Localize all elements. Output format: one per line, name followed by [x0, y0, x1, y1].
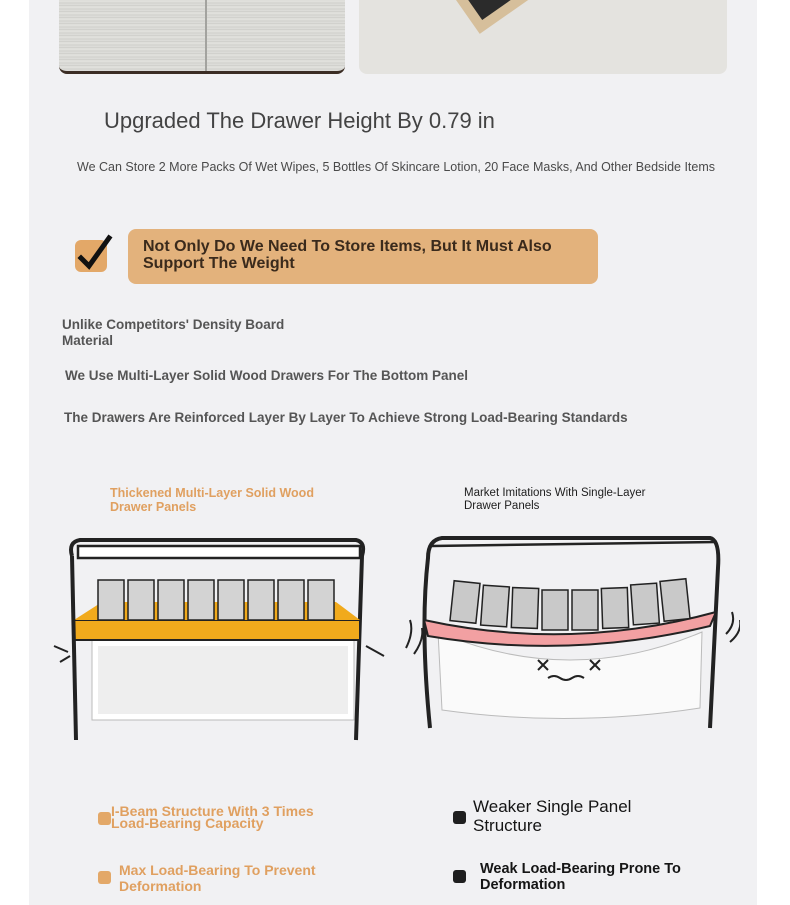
theirs-label: Market Imitations With Single-Layer Drawer Panels — [464, 487, 646, 512]
black-bullet-icon — [453, 811, 466, 824]
checkmark-icon — [75, 240, 107, 272]
solid-drawer-illustration — [54, 540, 384, 740]
section-heading: Upgraded The Drawer Height By 0.79 in — [104, 108, 495, 133]
drawer-comparison-illustration — [50, 528, 740, 748]
wood-panel-photo — [59, 0, 345, 74]
orange-bullet-icon — [98, 871, 111, 884]
theirs-point: Weaker Single Panel Structure — [473, 797, 632, 835]
single-panel-drawer-illustration — [406, 538, 740, 728]
detail-line: We Use Multi-Layer Solid Wood Drawers For The Bottom Panel — [65, 368, 469, 383]
black-bullet-icon — [453, 870, 466, 883]
content-panel — [29, 0, 757, 905]
ours-point: Max Load-Bearing To Prevent Deformation — [119, 862, 316, 894]
ours-point: I-Beam Structure With 3 Times Load-Bearing Capacity — [111, 803, 314, 831]
callout-banner — [128, 229, 598, 284]
drawer-organizer-photo — [359, 0, 727, 74]
orange-bullet-icon — [98, 812, 111, 825]
theirs-point: Weak Load-Bearing Prone To Deformation — [480, 861, 681, 893]
detail-line: The Drawers Are Reinforced Layer By Layer To Achieve Strong Load-Bearing Standards — [64, 410, 628, 425]
detail-line: Unlike Competitors' Density Board Material — [62, 317, 285, 348]
ours-label: Thickened Multi-Layer Solid Wood Drawer Panels — [110, 486, 314, 514]
section-subheading: We Can Store 2 More Packs Of Wet Wipes, 5 Bottles Of Skincare Lotion, 20 Face Masks, And Other Bedside Items — [77, 160, 716, 174]
callout-title: Not Only Do We Need To Store Items, But It Must Also Support The Weight — [143, 238, 552, 272]
